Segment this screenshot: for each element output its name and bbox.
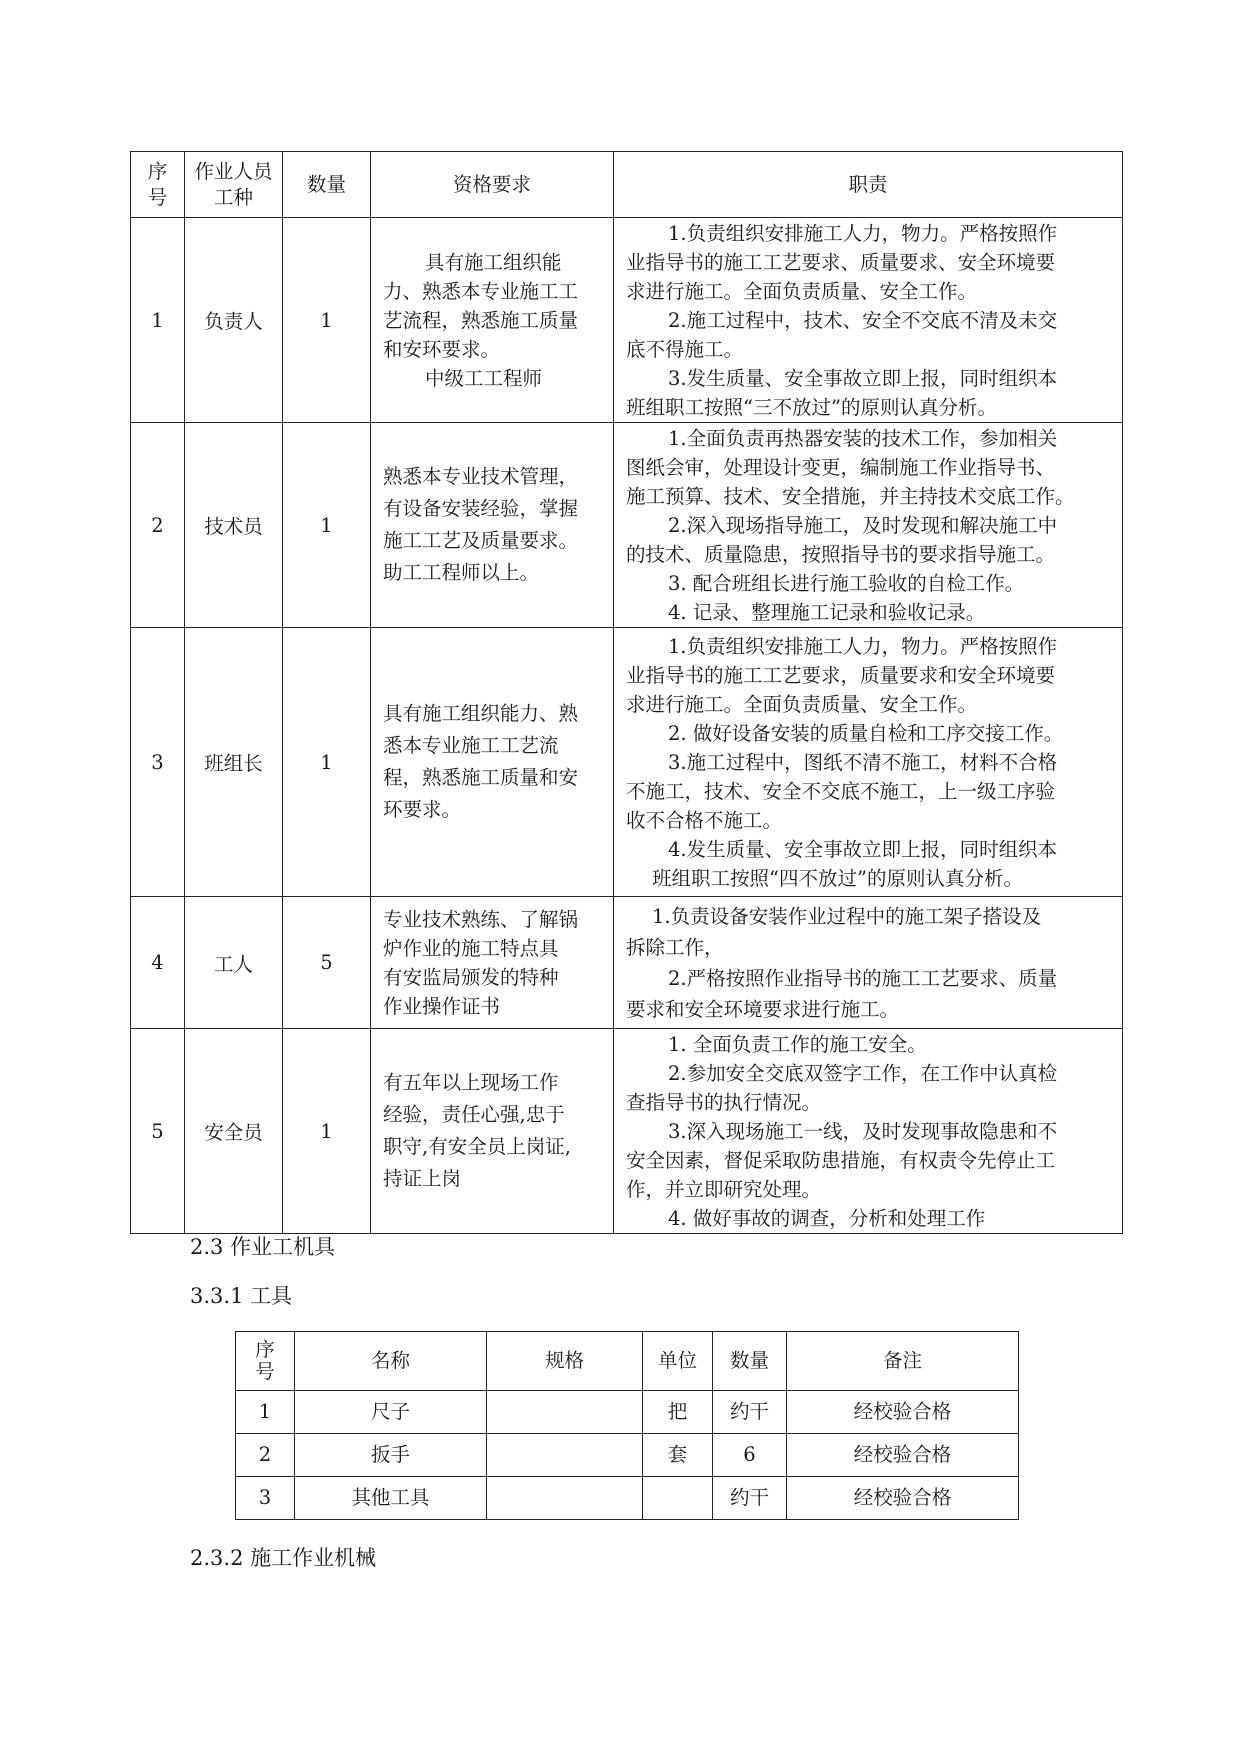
cell-name: 扳手 [295, 1434, 487, 1477]
qual-line: 施工工艺及质量要求。 [383, 529, 579, 552]
qual-line: 有安监局颁发的特种 [383, 965, 559, 989]
header-no [236, 1332, 295, 1391]
duty-line: 4. 记录、整理施工记录和验收记录。 [668, 600, 986, 624]
duty-line: 1.负责组织安排施工人力，物力。严格按照作 [668, 221, 1058, 245]
table-row [131, 628, 1123, 897]
cell-note: 经校验合格 [787, 1477, 1019, 1520]
duty-line: 作，并立即研究处理。 [626, 1177, 822, 1201]
qual-line: 持证上岗 [383, 1167, 462, 1190]
staff-table [130, 151, 1123, 1234]
cell-spec [487, 1434, 643, 1477]
cell-qty: 1 [283, 218, 371, 423]
qual-line: 炉作业的施工特点具 [383, 936, 559, 960]
duty-line: 施工预算、技术、安全措施，并主持技术交底工作。 [626, 484, 1075, 508]
duty-line: 求进行施工。全面负责质量、安全工作。 [626, 279, 978, 303]
cell-name: 尺子 [295, 1391, 487, 1434]
qual-line: 熟悉本专业技术管理， [383, 465, 579, 488]
cell-duties [614, 628, 1123, 897]
table-row [236, 1391, 1019, 1434]
duty-line: 求进行施工。全面负责质量、安全工作。 [626, 692, 978, 716]
qual-line: 专业技术熟练、了解锅 [383, 907, 579, 931]
cell-no: 4 [131, 897, 185, 1029]
section-heading-tools: 3.3.1 工具 [190, 1284, 293, 1308]
duty-line: 3.发生质量、安全事故立即上报，同时组织本 [668, 366, 1058, 390]
qual-line: 具有施工组织能 [425, 250, 562, 274]
cell-role: 班组长 [185, 628, 283, 897]
cell-no: 2 [131, 423, 185, 628]
cell-qty: 1 [283, 628, 371, 897]
header-unit: 单位 [643, 1332, 713, 1391]
cell-spec [487, 1391, 643, 1434]
qual-line: 中级工工程师 [425, 366, 543, 390]
duty-line: 3.深入现场施工一线，及时发现事故隐患和不 [668, 1119, 1058, 1143]
duty-line: 2.深入现场指导施工，及时发现和解决施工中 [668, 513, 1058, 537]
cell-duties [614, 897, 1123, 1029]
cell-qty: 5 [283, 897, 371, 1029]
qual-line: 作业操作证书 [383, 994, 501, 1018]
section-heading-machinery: 2.3.2 施工作业机械 [190, 1546, 377, 1570]
duty-line: 收不合格不施工。 [626, 808, 783, 832]
cell-qualification [371, 897, 614, 1029]
qual-line: 力、熟悉本专业施工工 [383, 279, 579, 303]
header-role-line: 工种 [213, 185, 253, 209]
cell-qty: 1 [283, 1029, 371, 1234]
header-role-line: 作业人员 [194, 159, 273, 183]
header-duties: 职责 [614, 152, 1123, 218]
header-no-line: 号 [147, 185, 168, 209]
cell-role: 工人 [185, 897, 283, 1029]
staff-header-row [131, 152, 1123, 218]
header-qty: 数量 [713, 1332, 787, 1391]
duty-line: 1.负责组织安排施工人力，物力。严格按照作 [668, 634, 1058, 658]
duty-line: 2. 做好设备安装的质量自检和工序交接工作。 [668, 721, 1064, 745]
qual-line: 有五年以上现场工作 [383, 1071, 559, 1094]
cell-name: 其他工具 [295, 1477, 487, 1520]
cell-duties [614, 1029, 1123, 1234]
duty-line: 2.施工过程中，技术、安全不交底不清及未交 [668, 308, 1058, 332]
duty-line: 安全因素，督促采取防患措施，有权责令先停止工 [626, 1148, 1056, 1172]
duty-line: 班组职工按照“四不放过”的原则认真分析。 [652, 866, 1023, 890]
duty-line: 底不得施工。 [626, 337, 744, 361]
cell-no: 3 [236, 1477, 295, 1520]
qual-line: 和安环要求。 [383, 337, 501, 361]
header-no-line: 号 [255, 1360, 275, 1383]
duty-line: 查指导书的执行情况。 [626, 1090, 822, 1114]
duty-line: 1. 全面负责工作的施工安全。 [668, 1032, 927, 1056]
header-qty: 数量 [283, 152, 371, 218]
cell-qty: 约干 [713, 1477, 787, 1520]
duty-line: 的技术、质量隐患，按照指导书的要求指导施工。 [626, 542, 1056, 566]
cell-duties [614, 218, 1123, 423]
table-row [131, 423, 1123, 628]
table-row [131, 218, 1123, 423]
cell-role: 技术员 [185, 423, 283, 628]
cell-unit: 套 [643, 1434, 713, 1477]
cell-qualification [371, 628, 614, 897]
duty-line: 班组职工按照“三不放过”的原则认真分析。 [626, 395, 997, 419]
duty-line: 要求和安全环境要求进行施工。 [626, 997, 900, 1021]
cell-qty: 6 [713, 1434, 787, 1477]
duty-line: 业指导书的施工工艺要求，质量要求和安全环境要 [626, 663, 1056, 687]
tools-header-row [236, 1332, 1019, 1391]
cell-no: 1 [236, 1391, 295, 1434]
qual-line: 经验，责任心强,忠于 [383, 1103, 565, 1126]
cell-no: 5 [131, 1029, 185, 1234]
header-no [131, 152, 185, 218]
duty-line: 3.施工过程中，图纸不清不施工，材料不合格 [668, 750, 1058, 774]
cell-no: 3 [131, 628, 185, 897]
header-no-line: 序 [255, 1338, 275, 1361]
duty-line: 4. 做好事故的调查，分析和处理工作 [668, 1206, 986, 1230]
cell-role: 安全员 [185, 1029, 283, 1234]
duty-line: 1.负责设备安装作业过程中的施工架子搭设及 [652, 904, 1042, 928]
duty-line: 不施工，技术、安全不交底不施工，上一级工序验 [626, 779, 1056, 803]
cell-qualification [371, 423, 614, 628]
cell-unit: 把 [643, 1391, 713, 1434]
cell-note: 经校验合格 [787, 1434, 1019, 1477]
qual-line: 助工工程师以上。 [383, 561, 540, 584]
duty-line: 2.严格按照作业指导书的施工工艺要求、质量 [668, 966, 1058, 990]
table-row [236, 1434, 1019, 1477]
qual-line: 具有施工组织能力、熟 [383, 702, 579, 725]
qual-line: 环要求。 [383, 798, 462, 821]
section-heading-tools-machinery: 2.3 作业工机具 [190, 1235, 336, 1259]
duty-line: 业指导书的施工工艺要求、质量要求、安全环境要 [626, 250, 1056, 274]
header-qualification: 资格要求 [371, 152, 614, 218]
duty-line: 2.参加安全交底双签字工作，在工作中认真检 [668, 1061, 1058, 1085]
table-row [131, 1029, 1123, 1234]
cell-qualification [371, 218, 614, 423]
qual-line: 程，熟悉施工质量和安 [383, 766, 579, 789]
cell-note: 经校验合格 [787, 1391, 1019, 1434]
cell-no: 2 [236, 1434, 295, 1477]
duty-line: 图纸会审，处理设计变更，编制施工作业指导书、 [626, 455, 1056, 479]
qual-line: 职守,有安全员上岗证, [383, 1135, 571, 1158]
table-row [131, 897, 1123, 1029]
cell-qualification [371, 1029, 614, 1234]
cell-unit [643, 1477, 713, 1520]
qual-line: 艺流程，熟悉施工质量 [383, 308, 579, 332]
header-spec: 规格 [487, 1332, 643, 1391]
header-no-line: 序 [147, 159, 168, 183]
duty-line: 3. 配合班组长进行施工验收的自检工作。 [668, 571, 1025, 595]
header-role [185, 152, 283, 218]
qual-line: 有设备安装经验，掌握 [383, 497, 579, 520]
qual-line: 悉本专业施工工艺流 [383, 734, 559, 757]
cell-qty: 约干 [713, 1391, 787, 1434]
cell-spec [487, 1477, 643, 1520]
header-name: 名称 [295, 1332, 487, 1391]
duty-line: 1.全面负责再热器安装的技术工作，参加相关 [668, 426, 1058, 450]
duty-line: 拆除工作， [626, 935, 724, 959]
table-row [236, 1477, 1019, 1520]
tools-table [235, 1331, 1019, 1520]
cell-no: 1 [131, 218, 185, 423]
header-note: 备注 [787, 1332, 1019, 1391]
cell-qty: 1 [283, 423, 371, 628]
cell-role: 负责人 [185, 218, 283, 423]
cell-duties [614, 423, 1123, 628]
duty-line: 4.发生质量、安全事故立即上报，同时组织本 [668, 837, 1058, 861]
